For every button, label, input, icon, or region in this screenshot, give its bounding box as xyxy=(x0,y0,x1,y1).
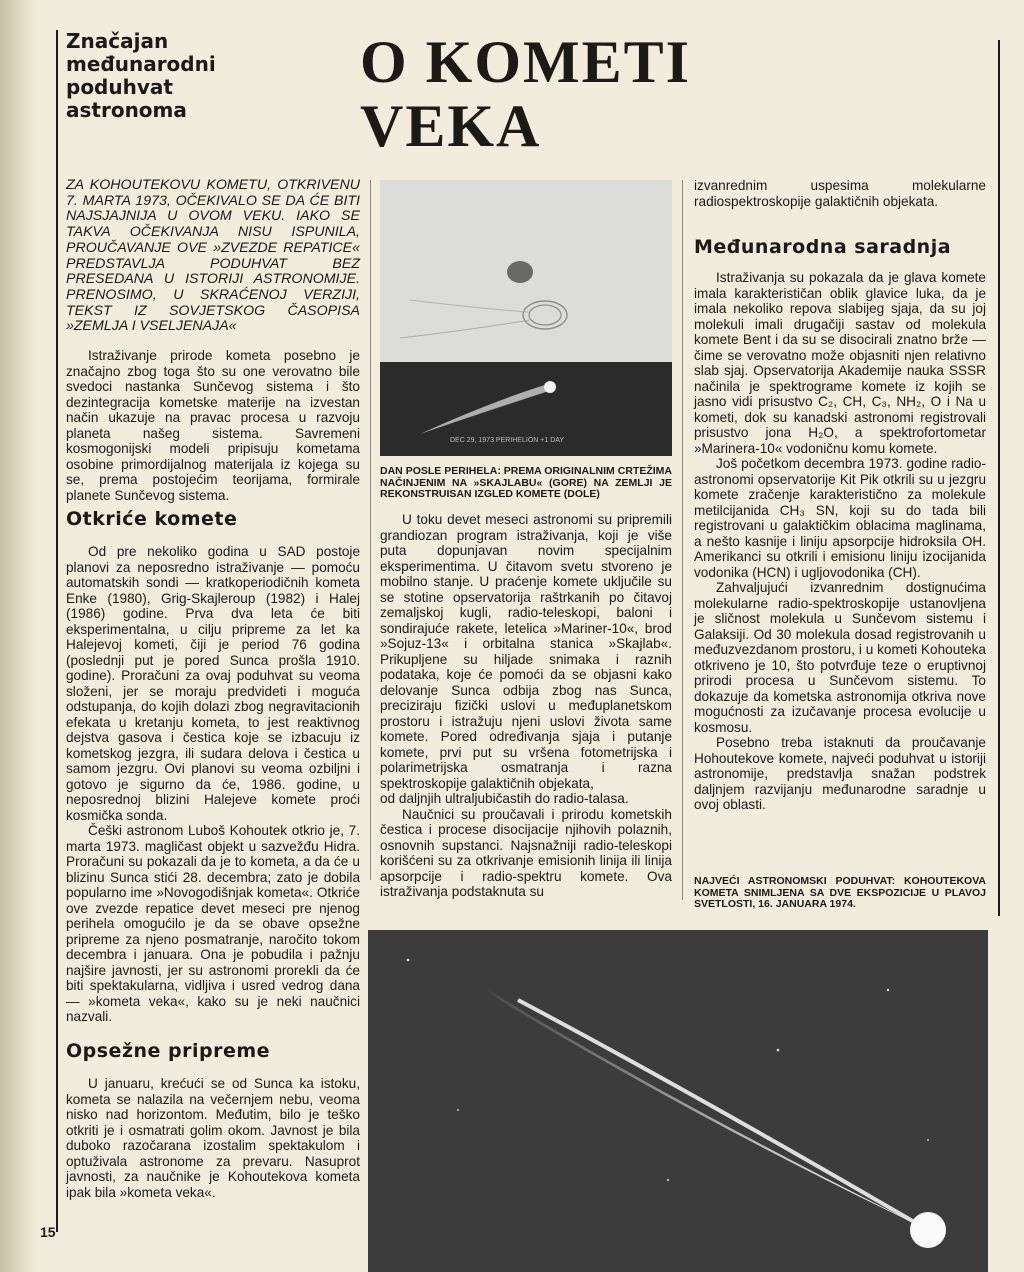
col2-body xyxy=(380,512,672,900)
col3-paragraph-3: Zahvaljujući izvanrednim dostignućima molekularne radio-spektroskopije ustanovljena je sličnost molekula u Sunčevom sistemu i Galaksiji. Od 30 molekula dosad registrovanih u međuzvezdanom prostoru, i u kometi Kohouteka otkriveno je 10, što potvrđuje teze o eruptivnoj prirodi procesa u Sunčevom sistemu. To dokazuje da kometska astronomija otkriva nove mogućnosti za izučavanje procesa evolucije u kosmosu. xyxy=(694,580,986,735)
col3-paragraph-4: Posebno treba istaknuti da proučavanje Hohoutekove komete, najveći poduhvat u istoriji astronomije, predstavlja snažan podstrek daljnjem razvijanju međunarodne saradnje u ovoj oblasti. xyxy=(694,735,986,812)
col1-body-2 xyxy=(66,544,360,1025)
headline xyxy=(360,30,830,158)
comet-photograph xyxy=(368,930,988,1272)
col1-body-3 xyxy=(66,1076,360,1200)
comet-drawing-figure xyxy=(380,180,672,456)
col1-paragraph-1: Istraživanje prirode kometa posebno je značajno zbog toga što su one verovatno bile svedoci nastanka Sunčevog sistema i što dezintegracija kometske materije na izvestan način ukazuje na pravac procesa u razvoju planeta našeg sistema. Savremeni kosmogonijski modeli pripisuju kometama osobine primordijalnog materijala iz kojega su se, prema postojećim teorijama, formirale planete Sunčevog sistema. xyxy=(66,348,360,503)
kicker: Značajan međunarodni poduhvat astronoma xyxy=(66,29,216,122)
col1-paragraph-3: Češki astronom Luboš Kohoutek otkrio je, 7. marta 1973. magličast objekt u sazvežđu Hidra. Proračuni su pokazali da je to kometa, a da će u blizinu Sunca stići 28. decembra; zato je dobila popularno ime »Novogodišnjak kometa«. Otkriće ove zvezde repatice devet meseci pre njenog perihela omogućilo je da se obave opsežne pripreme za njeno posmatranje, naročito tokom decembra i januara. Ona je pobudila i pažnju najšire javnosti, jer su astronomi prorekli da će biti spektakularna, vidljiva i usred vedrog dana — »kometa veka«, kako su je neki naučnici nazvali. xyxy=(66,823,360,1024)
comet-reconstruction xyxy=(380,362,672,456)
col2-paragraph-1-end: od daljnjih ultraljubičastih do radio-talasa. xyxy=(380,791,629,806)
col1-body-1 xyxy=(66,348,360,503)
col3-paragraph-2: Još početkom decembra 1973. godine radio-astronomi opservatorije Kit Pik otkrili su u jezgru komete zračenje karakteristično za molekule metilcijanida CH₃ SN, koji su do tada bili registrovani u galaktičkim oblacima maglinama, a nešto kasnije i liniju apsorpcije hidroksila OH. Amerikanci su otkrili i emisionu liniju izocijanida vodonika (HCN) i ugljovodonika (CH). xyxy=(694,456,986,580)
right-column-rule xyxy=(998,40,1000,916)
figure-bottom-caption: NAJVEĆI ASTRONOMSKI PODUHVAT: KOHOUTEKOVA KOMETA SNIMLJENA SA DVE EKSPOZICIJE U PLAVOJ SVETLOSTI, 16. JANUARA 1974. xyxy=(694,875,986,910)
headline-line-1: O KOMETI xyxy=(360,29,692,95)
left-column-rule xyxy=(56,30,58,1232)
col2-paragraph-1: U toku devet meseci astronomi su pripremili grandiozan program istraživanja, koji je više puta dopunjavan novim specijalnim eksperimentima. U čitavom svetu stvoreno je mobilno stanje. U praćenje komete uključile su se stotine opservatorija raštrkanih po čitavoj zemaljskoj kugli, radio-teleskopi, baloni i sondirajuće rakete, letelica »Mariner-10«, brod »Sojuz-13« i orbitalna stanica »Skajlab«. Prikupljene su hiljade snimaka i raznih podataka, koje će pomoći da se objasni kako delovanje Sunca odbija zbog nas Sunca, preciziraju fizički uslovi u međuplanetskom prostoru i istražuju njeni uslovi života same komete. Pored određivanja sjaja i putanje komete, prvi put su vršena fotometrijska i polarimetrijska osmatranja i razna spektroskopije galaktičnih objekata, xyxy=(380,512,672,791)
comet-photo-svg xyxy=(368,930,988,1272)
subhead-saradnja: Međunarodna saradnja xyxy=(694,236,952,258)
col1-paragraph-2: Od pre nekoliko godina u SAD postoje planovi za neposredno istraživanje — pomoću automatskih sondi — kratkoperiodičnih kometa Enke (1980), Grig-Skajleroup (1982) i Halej (1986) godine. Prva dva leta će biti eksperimentalna, u cilju pripreme za let ka Halejevoj kometi, čiji je period 76 godina (poslednji put je pored Sunca prošla 1910. godine). Proračuni za ovaj poduhvat su veoma složeni, jer se moraju predvideti i moguća odstupanja, do kojih dolazi zbog negravitacionih efekata u kretanju kometa, to jest reaktivnog dejstva gasova i čestica koje se izbacuju iz kometskog jezgra, ili sudara delova i čestica u samom jezgru. Ovi planovi su veoma ozbiljni i gotovo je sigurno da će, 1986. godine, u neposrednoj blizini Halejeve komete proći kosmička sonda. xyxy=(66,544,360,823)
sketch-drawing xyxy=(380,180,672,362)
col1-col2-rule xyxy=(370,180,371,880)
page-number: 15 xyxy=(40,1224,56,1240)
col2-col3-rule xyxy=(682,180,683,900)
photo-label: DEC 29, 1973 PERIHELION +1 DAY xyxy=(450,437,565,444)
col3-paragraph-0: izvanrednim uspesima molekularne radiospektroskopije galaktičnih objekata. xyxy=(694,178,986,209)
col3-paragraph-1: Istraživanja su pokazala da je glava komete imala karakterističan oblik glavice luka, da je imala nekoliko repova slabijeg sjaja, da su joj molekuli imali drugačiji sastav od molekula komete Bent i da su se disocirali znatno brže — čime se verovatno može objasniti njen relativno slab sjaj. Opservatorija Akademije nauka SSSR načinila je spektrograme komete iz kojih se jasno vidi prisustvo C₂, CH, C₃, NH₂, O i Na u kometi, dok su kanadski astronomi registrovali prisustvo jona H₂O, a spektrofortometar »Marinera-10« vodoničnu komu komete. xyxy=(694,270,986,456)
intro-lead: ZA KOHOUTEKOVU KOMETU, OTKRIVENU 7. MARTA 1973, OČEKIVALO SE DA ĆE BITI NAJSJAJNIJA U OVOM VEKU. IAKO SE TAKVA OČEKIVANJA NISU ISPUNILA, PROUČAVANJE OVE »ZVEZDE REPATICE« PREDSTAVLJA PODUHVAT BEZ PRESEDANA U ISTORIJI ASTRONOMIJE. PRENOSIMO, U SKRAĆENOJ VERZIJI, TEKST IZ SOVJETSKOG ČASOPISA »ZEMLJA I VSELJENAJA« xyxy=(66,177,360,335)
subhead-opsezne: Opsežne pripreme xyxy=(66,1040,271,1062)
col3-body-2 xyxy=(694,270,986,813)
col2-paragraph-2: Naučnici su proučavali i prirodu kometskih čestica i procese disocijacije njihovih polaznih, osnovnih supstanci. Najsnažniji radio-teleskopi korišćeni su za otkrivanje emisionih linija ili linija apsorpcije i radio-spektru komete. Ova istraživanja podstaknuta su xyxy=(380,806,672,899)
col3-body-1 xyxy=(694,178,986,209)
subhead-otkrice: Otkriće komete xyxy=(66,508,238,530)
reconstruction-photo xyxy=(380,362,672,456)
skylab-sketch xyxy=(380,180,672,362)
headline-line-2: VEKA xyxy=(360,93,542,159)
page-edge-shadow xyxy=(0,0,38,1272)
col1-paragraph-4: U januaru, krećući se od Sunca ka istoku, kometa se nalazila na večernjem nebu, veoma nisko nad horizontom. Međutim, bilo je teško otkriti je i osmatrati golim okom. Javnost je bila duboko razočarana izostalim spektakulom i optuživala astronome za prevaru. Nasuprot javnosti, za naučnike je Kohoutekova kometa ipak bila »kometa veka«. xyxy=(66,1076,360,1200)
figure-top-caption: DAN POSLE PERIHELA: PREMA ORIGINALNIM CRTEŽIMA NAČINJENIM NA »SKAJLABU« (GORE) NA ZEMLJI JE REKONSTRUISAN IZGLED KOMETE (DOLE) xyxy=(380,465,672,500)
